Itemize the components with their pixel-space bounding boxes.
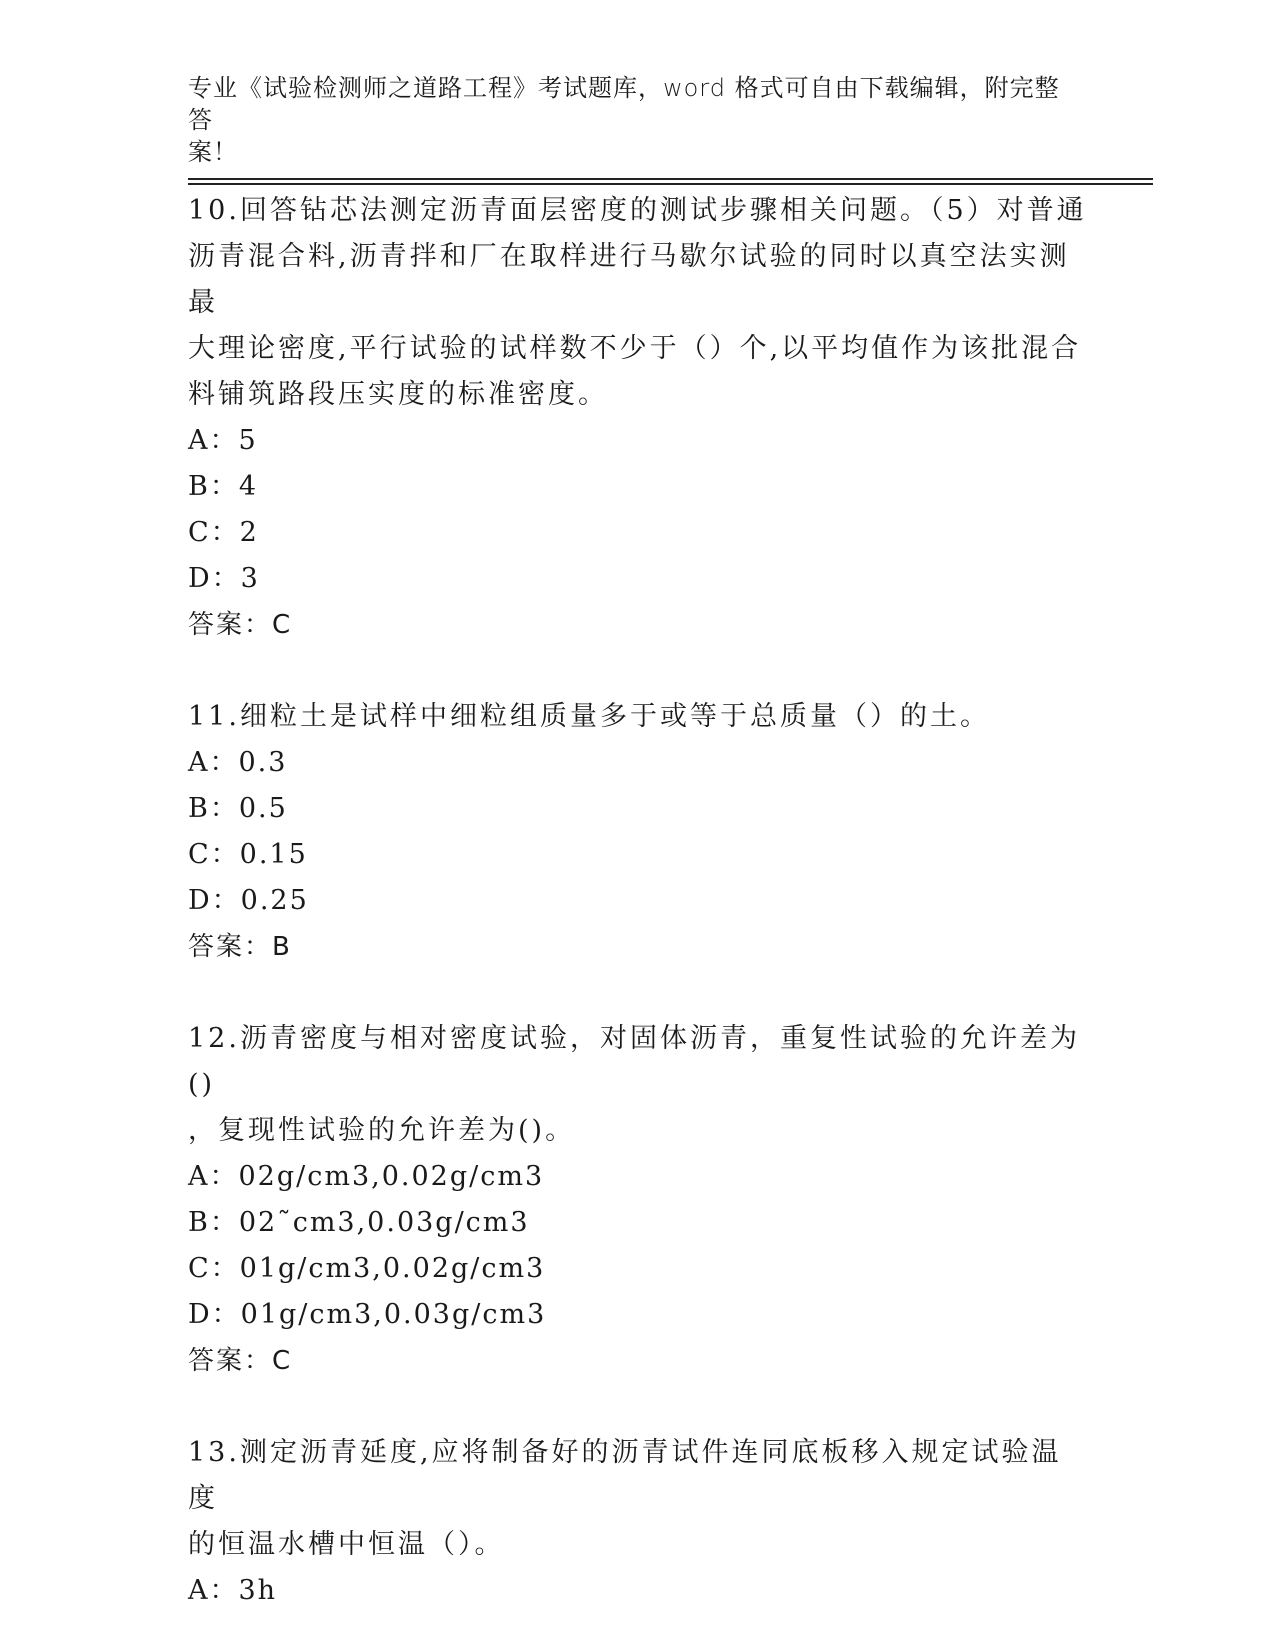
question-line: 12.沥青密度与相对密度试验，对固体沥青，重复性试验的允许差为() [188, 1023, 1080, 1100]
question-list [188, 188, 1088, 1614]
page-header [188, 72, 1068, 168]
option-c: C：01g/cm3,0.02g/cm3 [188, 1253, 546, 1284]
option-b: B：4 [188, 471, 259, 502]
option-b: B：0.5 [188, 793, 288, 824]
question-line: 沥青混合料,沥青拌和厂在取样进行马歇尔试验的同时以真空法实测最 [188, 241, 1070, 318]
question-line: 10.回答钻芯法测定沥青面层密度的测试步骤相关问题。（5）对普通 [188, 195, 1087, 226]
option-b: B：02˜cm3,0.03g/cm3 [188, 1207, 530, 1238]
option-c: C：2 [188, 517, 259, 548]
question-10 [188, 188, 1088, 648]
option-d: D：01g/cm3,0.03g/cm3 [188, 1299, 547, 1330]
header-line: 案！ [188, 138, 238, 166]
question-line: 大理论密度,平行试验的试样数不少于（）个,以平均值作为该批混合 [188, 333, 1082, 364]
question-12 [188, 1016, 1088, 1384]
option-c: C：0.15 [188, 839, 308, 870]
option-a: A：02g/cm3,0.02g/cm3 [188, 1161, 545, 1192]
question-line: 11.细粒土是试样中细粒组质量多于或等于总质量（）的土。 [188, 701, 990, 732]
question-line: ，复现性试验的允许差为()。 [188, 1115, 576, 1146]
option-a: A：3h [188, 1575, 278, 1606]
spacer [188, 648, 1088, 694]
answer-line: 答案：C [188, 1346, 293, 1376]
header-divider [188, 178, 1153, 180]
option-a: A：0.3 [188, 747, 288, 778]
answer-line: 答案：C [188, 610, 293, 640]
question-line: 的恒温水槽中恒温（）。 [188, 1529, 505, 1560]
question-13 [188, 1430, 1088, 1614]
question-line: 料铺筑路段压实度的标准密度。 [188, 379, 608, 410]
header-divider [188, 183, 1153, 185]
spacer [188, 970, 1088, 1016]
question-11 [188, 694, 1088, 970]
option-d: D：3 [188, 563, 260, 594]
header-line: 专业《试验检测师之道路工程》考试题库，word 格式可自由下载编辑，附完整答 [188, 74, 1060, 134]
option-a: A：5 [188, 425, 258, 456]
question-line: 13.测定沥青延度,应将制备好的沥青试件连同底板移入规定试验温度 [188, 1437, 1062, 1514]
answer-line: 答案：B [188, 932, 292, 962]
spacer [188, 1384, 1088, 1430]
option-d: D：0.25 [188, 885, 309, 916]
